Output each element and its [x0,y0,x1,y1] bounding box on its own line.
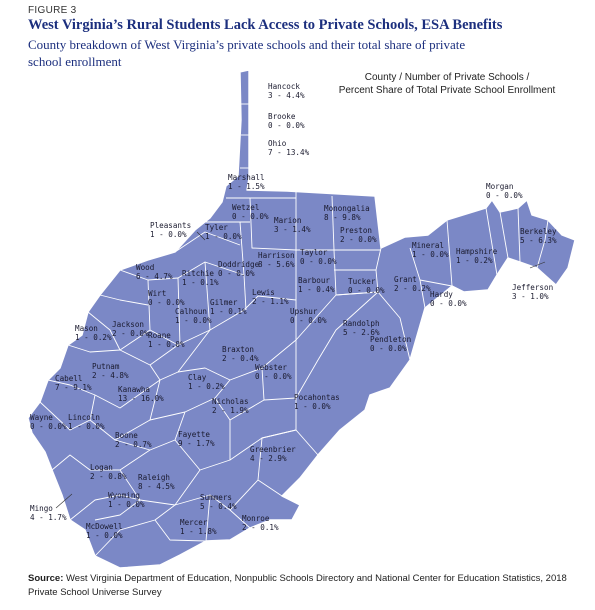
county-value: 0 - 0.0% [300,257,337,266]
county-name: Hampshire [456,247,498,256]
county-name: Gilmer [210,298,238,307]
legend-line-1: County / Number of Private Schools / [364,72,530,83]
county-value: 2 - 0.0% [112,329,149,338]
county-label-preston [340,226,377,244]
county-label-mingo [30,504,67,522]
county-value: 7 - 9.1% [55,383,92,392]
county-name: Pendleton [370,335,412,344]
county-name: Preston [340,226,373,235]
county-name: Boone [115,431,138,440]
county-value: 1 - 0.2% [456,256,493,265]
county-name: Ohio [268,139,287,148]
county-value: 8 - 9.8% [324,213,361,222]
county-name: Jefferson [512,283,554,292]
county-value: 1 - 0.0% [108,500,145,509]
county-value: 3 - 4.4% [268,91,305,100]
county-value: 9 - 1.7% [178,439,215,448]
county-value: 4 - 1.7% [30,513,67,522]
county-name: Roane [148,331,171,340]
county-value: 2 - 0.7% [115,440,152,449]
county-label-summers [200,493,237,511]
county-name: Ritchie [182,269,215,278]
source-label: Source: [28,573,64,584]
county-value: 8 - 5.6% [258,260,295,269]
figure-title: West Virginia’s Rural Students Lack Access to Private Schools, ESA Benefits [28,17,503,33]
county-label-morgan [486,182,523,200]
county-value: 5 - 2.6% [343,328,380,337]
county-label-hampshire [456,247,498,265]
county-label-ohio [268,139,310,157]
county-value: 1 - 0.2% [75,333,112,342]
county-name: Greenbrier [250,445,296,454]
county-value: 0 - 0.0% [370,344,407,353]
county-value: 7 - 13.4% [268,148,310,157]
county-name: McDowell [86,522,123,531]
county-value: 0 - 0.0% [218,269,255,278]
figure-label: FIGURE 3 [28,5,77,16]
county-name: Braxton [222,345,255,354]
county-name: Upshur [290,307,318,316]
county-name: Webster [255,363,288,372]
county-value: 0 - 0.0% [255,372,292,381]
county-value: 1 - 0.0% [205,232,242,241]
county-name: Mercer [180,518,208,527]
county-label-nicholas [212,397,249,415]
county-name: Summers [200,493,233,502]
county-value: 2 - 0.8% [90,472,127,481]
county-name: Pocahontas [294,393,340,402]
county-value: 1 - 0.0% [175,316,212,325]
county-name: Harrison [258,251,295,260]
county-name: Clay [188,373,207,382]
county-label-wyoming [108,491,145,509]
county-name: Grant [394,275,417,284]
county-name: Wetzel [232,203,260,212]
county-name: Wayne [30,413,53,422]
county-value: 1 - 0.0% [150,230,187,239]
map-legend [332,71,562,97]
county-name: Berkeley [520,227,557,236]
county-label-berkeley [520,227,557,245]
county-value: 2 - 0.1% [242,523,279,532]
county-value: 1 - 0.0% [294,402,331,411]
county-value: 2 - 4.8% [92,371,129,380]
county-label-jackson [112,320,149,338]
county-name: Hardy [430,290,453,299]
county-name: Mingo [30,504,53,513]
county-name: Marion [274,216,302,225]
county-name: Pleasants [150,221,192,230]
county-name: Cabell [55,374,83,383]
county-name: Taylor [300,248,328,257]
county-label-ritchie [182,269,219,287]
county-value: 0 - 0.0% [148,298,185,307]
figure-subtitle: County breakdown of West Virginia’s private schools and their total share of private school enrollment [28,37,466,69]
county-label-raleigh [138,473,175,491]
county-name: Lincoln [68,413,101,422]
county-name: Monongalia [324,204,370,213]
county-value: 2 - 1.9% [212,406,249,415]
county-value: 2 - 0.2% [394,284,431,293]
county-value: 1 - 0.0% [68,422,105,431]
county-name: Calhoun [175,307,208,316]
county-value: 8 - 4.5% [138,482,175,491]
county-name: Logan [90,463,113,472]
county-name: Doddridge [218,260,260,269]
county-label-hardy [430,290,467,308]
county-label-hancock [268,82,305,100]
county-label-pendleton [370,335,411,353]
county-name: Hancock [268,82,301,91]
county-value: 6 - 4.7% [136,272,173,281]
county-name: Wyoming [108,491,141,500]
county-label-mcdowell [86,522,123,540]
county-label-lincoln [68,413,105,431]
county-value: 5 - 0.4% [200,502,237,511]
county-value: 0 - 0.0% [486,191,523,200]
county-value: 0 - 0.0% [348,286,385,295]
county-value: 1 - 0.0% [412,250,449,259]
county-value: 13 - 16.0% [118,394,164,403]
county-name: Monroe [242,514,270,523]
county-value: 1 - 0.1% [182,278,219,287]
county-value: 0 - 0.0% [268,121,305,130]
county-label-marshall [228,173,265,191]
county-value: 2 - 0.0% [340,235,377,244]
county-name: Raleigh [138,473,171,482]
county-value: 5 - 6.3% [520,236,557,245]
county-value: 0 - 0.0% [232,212,269,221]
county-name: Marshall [228,173,265,182]
county-label-fayette [178,430,215,448]
county-value: 1 - 0.2% [188,382,225,391]
source-text: West Virginia Department of Education, Nonpublic Schools Directory and National Center for Education Statistics, 2018 Private School Universe Survey [28,573,567,598]
county-name: Wirt [148,289,167,298]
county-label-barbour [298,276,335,294]
county-value: 2 - 1.1% [252,297,289,306]
county-value: 1 - 0.0% [86,531,123,540]
source-note [28,572,588,600]
county-value: 1 - 0.0% [148,340,185,349]
county-name: Mineral [412,241,445,250]
county-name: Kanawha [118,385,151,394]
county-name: Tyler [205,223,228,232]
county-name: Wood [136,263,155,272]
county-value: 4 - 2.9% [250,454,287,463]
county-value: 0 - 0.0% [290,316,327,325]
county-name: Morgan [486,182,514,191]
county-value: 2 - 0.4% [222,354,259,363]
county-name: Brooke [268,112,296,121]
county-label-calhoun [175,307,212,325]
county-label-brooke [268,112,305,130]
legend-line-2: Percent Share of Total Private School Enrollment [338,85,556,96]
county-value: 3 - 1.4% [274,225,311,234]
county-value: 0 - 0.0% [30,422,67,431]
county-name: Jackson [112,320,145,329]
county-value: 3 - 1.0% [512,292,549,301]
county-label-webster [255,363,292,381]
county-label-harrison [258,251,295,269]
county-name: Mason [75,324,98,333]
county-value: 1 - 0.1% [210,307,247,316]
county-value: 1 - 1.5% [228,182,265,191]
county-label-jefferson [512,283,553,301]
county-value: 1 - 0.4% [298,285,335,294]
county-label-pleasants [150,221,191,239]
county-name: Fayette [178,430,211,439]
county-name: Barbour [298,276,331,285]
county-name: Lewis [252,288,275,297]
county-name: Nicholas [212,397,249,406]
county-value: 0 - 0.0% [430,299,467,308]
county-label-braxton [222,345,259,363]
county-name: Tucker [348,277,376,286]
county-name: Randolph [343,319,380,328]
county-value: 1 - 1.8% [180,527,217,536]
county-label-doddridge [218,260,260,278]
county-label-mineral [412,241,449,259]
county-name: Putnam [92,362,120,371]
